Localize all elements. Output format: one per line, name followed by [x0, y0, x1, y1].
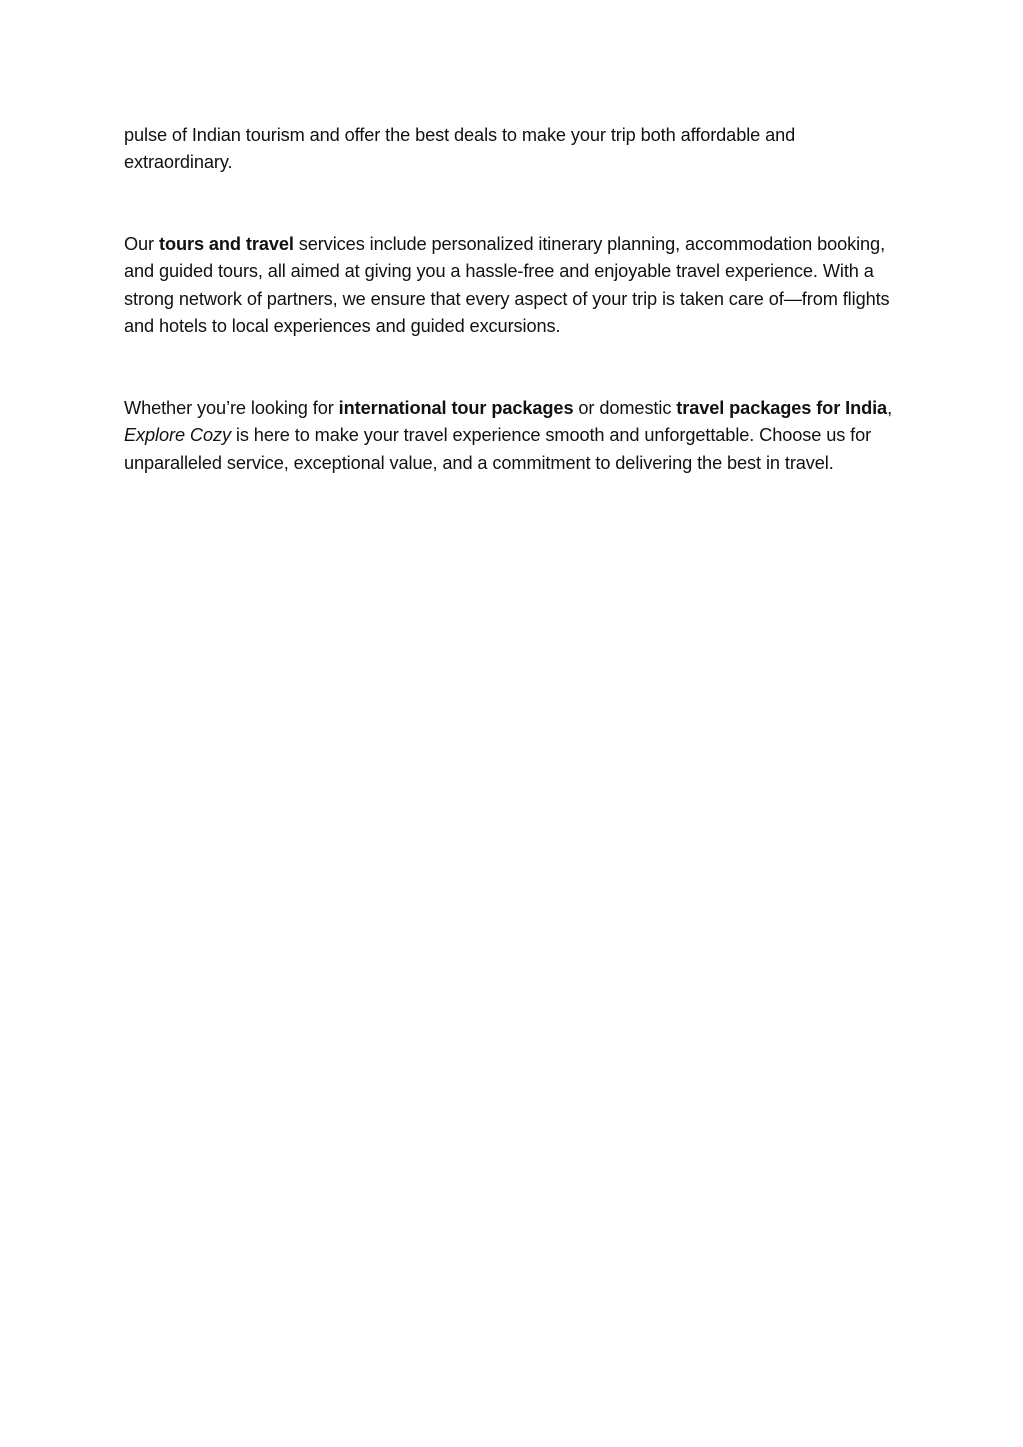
italic-brand-name: Explore Cozy — [124, 425, 231, 446]
paragraph-text: , — [887, 397, 893, 418]
bold-phrase-international-tour-packages: international tour packages — [338, 397, 574, 418]
paragraph-text: services include personalized itinerary planning, accommodation booking, and guided tours, all aimed at giving you a hassle-free and enjoyable travel experience. With a strong network of partners, we ensure that every aspect of your trip is taken care of—from flights and hotels to local experiences and guided excursions. — [124, 234, 890, 337]
paragraph-text: is here to make your travel experience smooth and unforgettable. Choose us for unparalleled service, exceptional value, and a commitment to delivering the best in travel. — [124, 425, 872, 473]
paragraph-text: or domestic — [573, 397, 677, 418]
bold-phrase-travel-packages-for-india: travel packages for India — [676, 397, 888, 418]
document-body — [124, 122, 894, 477]
paragraph-text: pulse of Indian tourism and offer the best deals to make your trip both affordable and extraordinary. — [124, 125, 796, 173]
paragraph-intro-continued — [124, 122, 894, 177]
paragraph-closing — [124, 395, 894, 477]
paragraph-services — [124, 231, 894, 340]
paragraph-text: Our — [124, 234, 159, 255]
paragraph-text: Whether you’re looking for — [124, 397, 339, 418]
bold-phrase-tours-and-travel: tours and travel — [158, 234, 294, 255]
